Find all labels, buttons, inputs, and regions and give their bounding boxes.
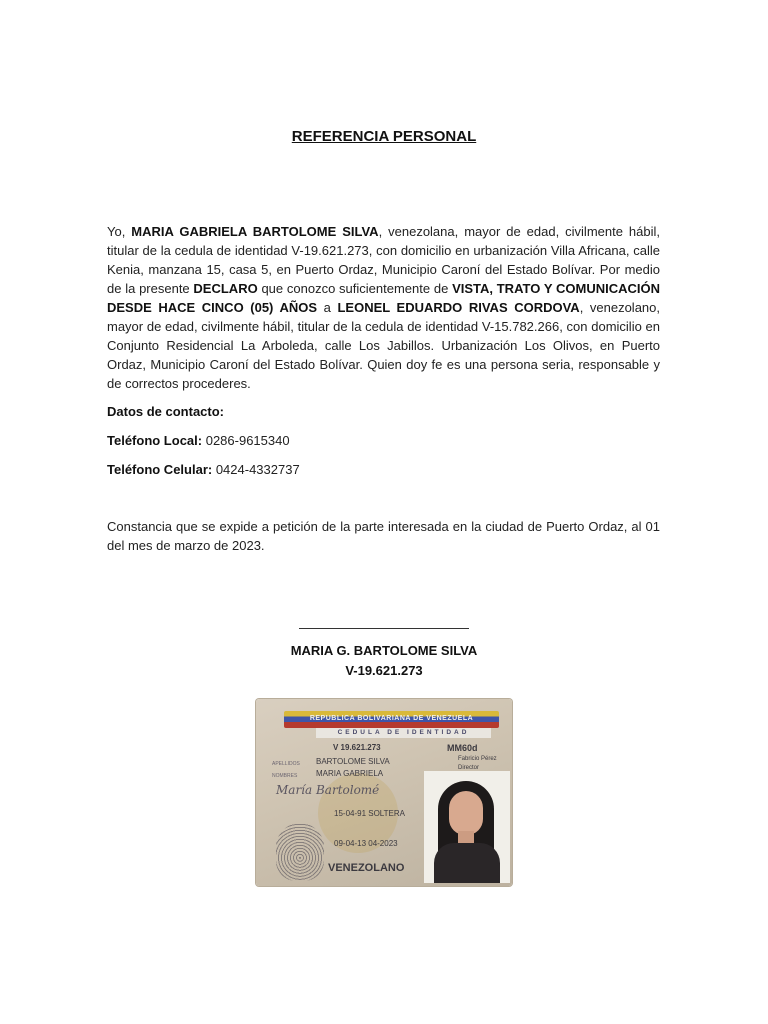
phone-cell-value: 0424-4332737 bbox=[212, 462, 300, 477]
declarant-name: MARIA GABRIELA BARTOLOME SILVA bbox=[131, 224, 379, 239]
director-title: Director bbox=[458, 765, 480, 771]
portrait-photo bbox=[424, 771, 510, 883]
contact-heading: Datos de contacto: bbox=[107, 404, 225, 419]
flag-stripe bbox=[284, 711, 499, 728]
card-code: MM60d bbox=[447, 743, 478, 753]
card-vencimiento: 09-04-13 04-2023 bbox=[334, 839, 398, 848]
card-number: V 19.621.273 bbox=[333, 743, 381, 752]
signature-name: MARIA G. BARTOLOME SILVA bbox=[290, 643, 478, 658]
card-nacionalidad: VENEZOLANO bbox=[328, 862, 405, 874]
nombres-label: NOMBRES bbox=[272, 773, 298, 779]
relationship-statement: VISTA, TRATO Y COMUNICACIÓN DESDE HACE CINCO (05) AÑOS bbox=[107, 281, 660, 315]
declaro-keyword: DECLARO bbox=[193, 281, 258, 296]
id-card-photo bbox=[256, 699, 512, 886]
fingerprint bbox=[276, 823, 324, 881]
signature-line bbox=[299, 628, 469, 629]
phone-local bbox=[107, 431, 290, 450]
director-name: Fabricio Pérez bbox=[458, 756, 497, 762]
phone-cell bbox=[107, 460, 300, 479]
signature-id: V-19.621.273 bbox=[345, 663, 423, 678]
card-estado-civil: 15-04-91 SOLTERA bbox=[334, 809, 405, 818]
card-signature: María Bartolomé bbox=[276, 783, 380, 797]
card-apellidos: BARTOLOME SILVA bbox=[316, 757, 390, 766]
card-header: REPUBLICA BOLIVARIANA DE VENEZUELA bbox=[309, 715, 474, 722]
card-subheader: CEDULA DE IDENTIDAD bbox=[316, 728, 491, 738]
closing-paragraph: Constancia que se expide a petición de la parte interesada en la ciudad de Puerto Ordaz, al 01 del mes de marzo de 2023. bbox=[107, 519, 660, 553]
phone-local-label: Teléfono Local: bbox=[107, 433, 203, 448]
portrait-shirt bbox=[434, 843, 500, 883]
card-nombres: MARIA GABRIELA bbox=[316, 769, 384, 778]
portrait-face bbox=[449, 791, 483, 835]
referenced-person-name: LEONEL EDUARDO RIVAS CORDOVA bbox=[337, 300, 580, 315]
document-title: REFERENCIA PERSONAL bbox=[291, 128, 477, 145]
phone-cell-label: Teléfono Celular: bbox=[107, 462, 213, 477]
apellidos-label: APELLIDOS bbox=[272, 761, 300, 767]
phone-local-value: 0286-9615340 bbox=[202, 433, 290, 448]
declaration-paragraph: Yo, MARIA GABRIELA BARTOLOME SILVA, venezolana, mayor de edad, civilmente hábil, titular de la cedula de identidad V-19.621.273, con domicilio en urbanización Villa Africana, calle Kenia, manzana 15, casa 5, en Puerto Ordaz, Municipio Caroní del Estado Bolívar. Por medio de la presente DECLARO que conozco suficientemente de VISTA, TRATO Y COMUNICACIÓN DESDE HACE CINCO (05) AÑOS a LEONEL EDUARDO RIVAS CORDOVA, venezolano, mayor de edad, civilmente hábil, titular de la cedula de identidad V-15.782.266, con domicilio en Conjunto Residencial La Arboleda, calle Los Jabillos. Urbanización Los Olivos, en Puerto Ordaz, Municipio Caroní del Estado Bolívar. Quien doy fe es una persona seria, responsable y de correctos procederes. bbox=[107, 224, 660, 391]
